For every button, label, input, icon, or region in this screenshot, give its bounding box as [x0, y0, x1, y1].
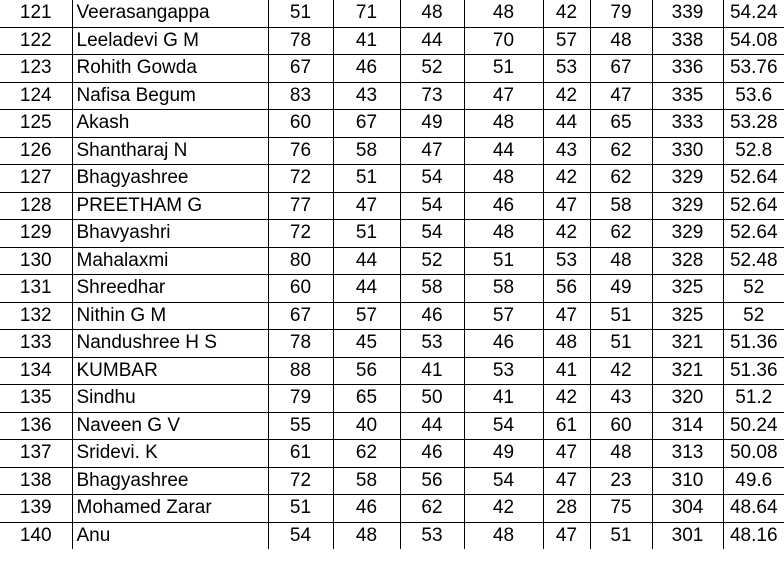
subject-6-marks-cell: 79 — [590, 0, 652, 27]
subject-6-marks-cell: 48 — [590, 27, 652, 55]
serial-number-cell: 136 — [0, 412, 72, 440]
subject-3-marks-cell: 46 — [400, 440, 464, 468]
table-row — [0, 275, 784, 303]
subject-3-marks-cell: 54 — [400, 165, 464, 193]
subject-5-marks-cell: 47 — [543, 192, 590, 220]
percentage-cell: 52.64 — [723, 165, 784, 193]
student-name-cell: Mahalaxmi — [72, 247, 268, 275]
subject-6-marks-cell: 51 — [590, 330, 652, 358]
student-name-cell: Nafisa Begum — [72, 82, 268, 110]
percentage-cell: 49.6 — [723, 467, 784, 495]
subject-5-marks-cell: 43 — [543, 137, 590, 165]
percentage-cell: 52 — [723, 275, 784, 303]
serial-number-cell: 133 — [0, 330, 72, 358]
subject-5-marks-cell: 41 — [543, 357, 590, 385]
subject-4-marks-cell: 53 — [464, 357, 543, 385]
total-marks-cell: 320 — [652, 385, 723, 413]
total-marks-cell: 339 — [652, 0, 723, 27]
percentage-cell: 53.76 — [723, 55, 784, 83]
subject-1-marks-cell: 54 — [268, 522, 333, 549]
subject-3-marks-cell: 73 — [400, 82, 464, 110]
subject-2-marks-cell: 65 — [333, 385, 400, 413]
subject-4-marks-cell: 46 — [464, 330, 543, 358]
subject-4-marks-cell: 48 — [464, 110, 543, 138]
serial-number-cell: 135 — [0, 385, 72, 413]
subject-3-marks-cell: 56 — [400, 467, 464, 495]
subject-2-marks-cell: 41 — [333, 27, 400, 55]
subject-2-marks-cell: 62 — [333, 440, 400, 468]
total-marks-cell: 301 — [652, 522, 723, 549]
subject-6-marks-cell: 51 — [590, 522, 652, 549]
subject-4-marks-cell: 49 — [464, 440, 543, 468]
subject-1-marks-cell: 67 — [268, 302, 333, 330]
table-row — [0, 27, 784, 55]
serial-number-cell: 121 — [0, 0, 72, 27]
percentage-cell: 54.08 — [723, 27, 784, 55]
student-name-cell: Sindhu — [72, 385, 268, 413]
subject-6-marks-cell: 65 — [590, 110, 652, 138]
subject-1-marks-cell: 60 — [268, 110, 333, 138]
student-name-cell: Nithin G M — [72, 302, 268, 330]
subject-1-marks-cell: 72 — [268, 165, 333, 193]
student-name-cell: Bhagyashree — [72, 165, 268, 193]
table-row — [0, 412, 784, 440]
table-row — [0, 385, 784, 413]
subject-5-marks-cell: 56 — [543, 275, 590, 303]
subject-2-marks-cell: 43 — [333, 82, 400, 110]
subject-5-marks-cell: 44 — [543, 110, 590, 138]
subject-4-marks-cell: 54 — [464, 412, 543, 440]
subject-4-marks-cell: 46 — [464, 192, 543, 220]
table-row — [0, 110, 784, 138]
total-marks-cell: 335 — [652, 82, 723, 110]
subject-2-marks-cell: 57 — [333, 302, 400, 330]
subject-1-marks-cell: 72 — [268, 467, 333, 495]
total-marks-cell: 321 — [652, 330, 723, 358]
table-row — [0, 495, 784, 523]
table-row — [0, 357, 784, 385]
total-marks-cell: 336 — [652, 55, 723, 83]
subject-4-marks-cell: 48 — [464, 165, 543, 193]
student-name-cell: Veerasangappa — [72, 0, 268, 27]
serial-number-cell: 134 — [0, 357, 72, 385]
subject-3-marks-cell: 44 — [400, 27, 464, 55]
subject-4-marks-cell: 48 — [464, 522, 543, 549]
subject-5-marks-cell: 42 — [543, 385, 590, 413]
total-marks-cell: 310 — [652, 467, 723, 495]
subject-4-marks-cell: 70 — [464, 27, 543, 55]
subject-3-marks-cell: 53 — [400, 330, 464, 358]
subject-1-marks-cell: 88 — [268, 357, 333, 385]
subject-2-marks-cell: 67 — [333, 110, 400, 138]
subject-4-marks-cell: 44 — [464, 137, 543, 165]
subject-1-marks-cell: 67 — [268, 55, 333, 83]
serial-number-cell: 127 — [0, 165, 72, 193]
percentage-cell: 53.6 — [723, 82, 784, 110]
subject-4-marks-cell: 51 — [464, 55, 543, 83]
percentage-cell: 48.64 — [723, 495, 784, 523]
table-row — [0, 165, 784, 193]
subject-2-marks-cell: 45 — [333, 330, 400, 358]
subject-1-marks-cell: 83 — [268, 82, 333, 110]
subject-6-marks-cell: 51 — [590, 302, 652, 330]
percentage-cell: 50.08 — [723, 440, 784, 468]
serial-number-cell: 138 — [0, 467, 72, 495]
student-name-cell: Nandushree H S — [72, 330, 268, 358]
subject-5-marks-cell: 42 — [543, 82, 590, 110]
serial-number-cell: 130 — [0, 247, 72, 275]
total-marks-cell: 330 — [652, 137, 723, 165]
total-marks-cell: 329 — [652, 220, 723, 248]
percentage-cell: 52.8 — [723, 137, 784, 165]
serial-number-cell: 128 — [0, 192, 72, 220]
student-name-cell: PREETHAM G — [72, 192, 268, 220]
subject-1-marks-cell: 78 — [268, 330, 333, 358]
total-marks-cell: 304 — [652, 495, 723, 523]
subject-5-marks-cell: 47 — [543, 522, 590, 549]
subject-2-marks-cell: 47 — [333, 192, 400, 220]
subject-2-marks-cell: 44 — [333, 275, 400, 303]
subject-1-marks-cell: 55 — [268, 412, 333, 440]
subject-2-marks-cell: 51 — [333, 220, 400, 248]
subject-5-marks-cell: 42 — [543, 220, 590, 248]
subject-1-marks-cell: 77 — [268, 192, 333, 220]
subject-3-marks-cell: 49 — [400, 110, 464, 138]
subject-5-marks-cell: 47 — [543, 440, 590, 468]
subject-4-marks-cell: 51 — [464, 247, 543, 275]
subject-1-marks-cell: 78 — [268, 27, 333, 55]
subject-2-marks-cell: 56 — [333, 357, 400, 385]
percentage-cell: 52.64 — [723, 192, 784, 220]
subject-6-marks-cell: 62 — [590, 220, 652, 248]
subject-4-marks-cell: 57 — [464, 302, 543, 330]
total-marks-cell: 325 — [652, 302, 723, 330]
subject-5-marks-cell: 61 — [543, 412, 590, 440]
percentage-cell: 48.16 — [723, 522, 784, 549]
subject-3-marks-cell: 52 — [400, 247, 464, 275]
table-row — [0, 137, 784, 165]
subject-6-marks-cell: 62 — [590, 165, 652, 193]
table-row — [0, 192, 784, 220]
subject-4-marks-cell: 41 — [464, 385, 543, 413]
serial-number-cell: 129 — [0, 220, 72, 248]
percentage-cell: 52.48 — [723, 247, 784, 275]
subject-4-marks-cell: 47 — [464, 82, 543, 110]
serial-number-cell: 123 — [0, 55, 72, 83]
subject-6-marks-cell: 49 — [590, 275, 652, 303]
subject-3-marks-cell: 53 — [400, 522, 464, 549]
serial-number-cell: 139 — [0, 495, 72, 523]
subject-6-marks-cell: 62 — [590, 137, 652, 165]
subject-5-marks-cell: 47 — [543, 467, 590, 495]
subject-5-marks-cell: 42 — [543, 0, 590, 27]
subject-3-marks-cell: 44 — [400, 412, 464, 440]
total-marks-cell: 338 — [652, 27, 723, 55]
subject-3-marks-cell: 46 — [400, 302, 464, 330]
subject-2-marks-cell: 58 — [333, 467, 400, 495]
student-name-cell: Anu — [72, 522, 268, 549]
student-name-cell: Leeladevi G M — [72, 27, 268, 55]
subject-6-marks-cell: 58 — [590, 192, 652, 220]
serial-number-cell: 140 — [0, 522, 72, 549]
table-row — [0, 220, 784, 248]
percentage-cell: 52.64 — [723, 220, 784, 248]
table-row — [0, 0, 784, 27]
subject-4-marks-cell: 48 — [464, 220, 543, 248]
serial-number-cell: 122 — [0, 27, 72, 55]
student-name-cell: Bhagyashree — [72, 467, 268, 495]
subject-5-marks-cell: 47 — [543, 302, 590, 330]
total-marks-cell: 328 — [652, 247, 723, 275]
subject-1-marks-cell: 60 — [268, 275, 333, 303]
student-name-cell: KUMBAR — [72, 357, 268, 385]
subject-2-marks-cell: 46 — [333, 55, 400, 83]
total-marks-cell: 333 — [652, 110, 723, 138]
subject-5-marks-cell: 48 — [543, 330, 590, 358]
subject-5-marks-cell: 42 — [543, 165, 590, 193]
subject-5-marks-cell: 53 — [543, 55, 590, 83]
student-name-cell: Sridevi. K — [72, 440, 268, 468]
percentage-cell: 51.2 — [723, 385, 784, 413]
student-name-cell: Bhavyashri — [72, 220, 268, 248]
percentage-cell: 52 — [723, 302, 784, 330]
subject-2-marks-cell: 48 — [333, 522, 400, 549]
subject-6-marks-cell: 42 — [590, 357, 652, 385]
student-name-cell: Shreedhar — [72, 275, 268, 303]
subject-3-marks-cell: 58 — [400, 275, 464, 303]
subject-1-marks-cell: 51 — [268, 495, 333, 523]
subject-3-marks-cell: 52 — [400, 55, 464, 83]
serial-number-cell: 132 — [0, 302, 72, 330]
percentage-cell: 51.36 — [723, 330, 784, 358]
subject-1-marks-cell: 80 — [268, 247, 333, 275]
subject-4-marks-cell: 58 — [464, 275, 543, 303]
subject-1-marks-cell: 61 — [268, 440, 333, 468]
table-row — [0, 55, 784, 83]
subject-4-marks-cell: 48 — [464, 0, 543, 27]
percentage-cell: 54.24 — [723, 0, 784, 27]
subject-6-marks-cell: 23 — [590, 467, 652, 495]
table-row — [0, 247, 784, 275]
subject-6-marks-cell: 47 — [590, 82, 652, 110]
subject-3-marks-cell: 54 — [400, 192, 464, 220]
student-name-cell: Shantharaj N — [72, 137, 268, 165]
student-name-cell: Rohith Gowda — [72, 55, 268, 83]
student-name-cell: Mohamed Zarar — [72, 495, 268, 523]
subject-1-marks-cell: 76 — [268, 137, 333, 165]
subject-6-marks-cell: 48 — [590, 440, 652, 468]
total-marks-cell: 325 — [652, 275, 723, 303]
table-row — [0, 522, 784, 549]
subject-3-marks-cell: 62 — [400, 495, 464, 523]
subject-6-marks-cell: 67 — [590, 55, 652, 83]
subject-5-marks-cell: 28 — [543, 495, 590, 523]
subject-3-marks-cell: 48 — [400, 0, 464, 27]
serial-number-cell: 137 — [0, 440, 72, 468]
subject-2-marks-cell: 46 — [333, 495, 400, 523]
serial-number-cell: 124 — [0, 82, 72, 110]
subject-1-marks-cell: 51 — [268, 0, 333, 27]
subject-6-marks-cell: 48 — [590, 247, 652, 275]
total-marks-cell: 329 — [652, 192, 723, 220]
student-name-cell: Akash — [72, 110, 268, 138]
percentage-cell: 53.28 — [723, 110, 784, 138]
table-row — [0, 440, 784, 468]
serial-number-cell: 126 — [0, 137, 72, 165]
subject-1-marks-cell: 79 — [268, 385, 333, 413]
table-row — [0, 302, 784, 330]
table-row — [0, 330, 784, 358]
student-name-cell: Naveen G V — [72, 412, 268, 440]
subject-1-marks-cell: 72 — [268, 220, 333, 248]
total-marks-cell: 321 — [652, 357, 723, 385]
subject-2-marks-cell: 71 — [333, 0, 400, 27]
subject-3-marks-cell: 54 — [400, 220, 464, 248]
subject-6-marks-cell: 60 — [590, 412, 652, 440]
subject-4-marks-cell: 42 — [464, 495, 543, 523]
subject-2-marks-cell: 44 — [333, 247, 400, 275]
total-marks-cell: 329 — [652, 165, 723, 193]
total-marks-cell: 314 — [652, 412, 723, 440]
serial-number-cell: 125 — [0, 110, 72, 138]
percentage-cell: 51.36 — [723, 357, 784, 385]
table-row — [0, 467, 784, 495]
total-marks-cell: 313 — [652, 440, 723, 468]
serial-number-cell: 131 — [0, 275, 72, 303]
subject-3-marks-cell: 47 — [400, 137, 464, 165]
subject-6-marks-cell: 43 — [590, 385, 652, 413]
subject-2-marks-cell: 58 — [333, 137, 400, 165]
subject-2-marks-cell: 40 — [333, 412, 400, 440]
table-row — [0, 82, 784, 110]
subject-3-marks-cell: 50 — [400, 385, 464, 413]
percentage-cell: 50.24 — [723, 412, 784, 440]
subject-6-marks-cell: 75 — [590, 495, 652, 523]
subject-2-marks-cell: 51 — [333, 165, 400, 193]
subject-5-marks-cell: 57 — [543, 27, 590, 55]
subject-5-marks-cell: 53 — [543, 247, 590, 275]
subject-3-marks-cell: 41 — [400, 357, 464, 385]
subject-4-marks-cell: 54 — [464, 467, 543, 495]
